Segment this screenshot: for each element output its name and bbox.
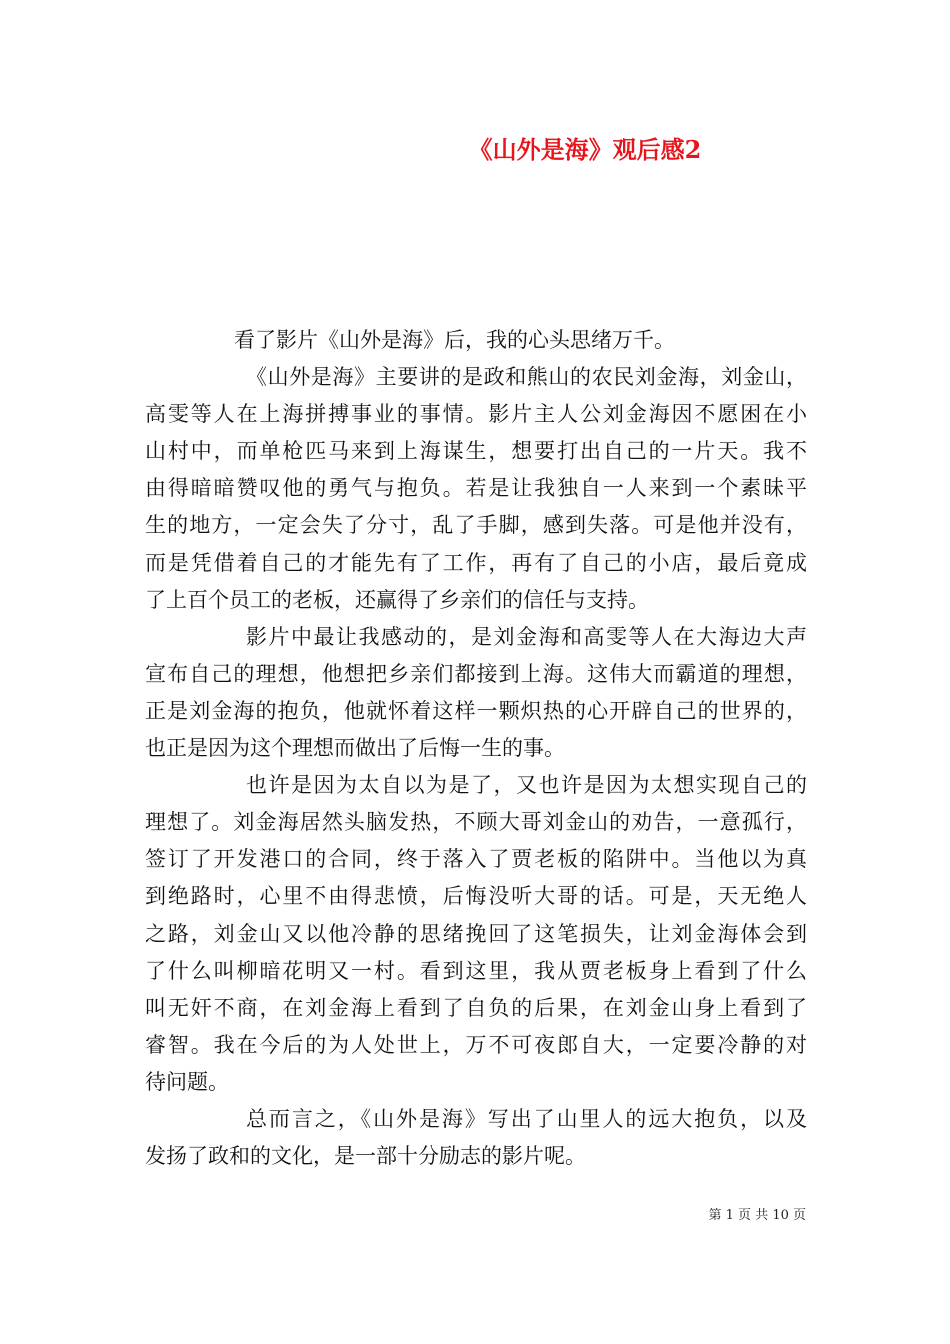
text-line: 影片中最让我感动的，是刘金海和高雯等人在大海边大声 [246, 624, 807, 649]
text-line: 总而言之，《山外是海》写出了山里人的远大抱负，以及 [246, 1106, 807, 1131]
text-line: 山村中，而单枪匹马来到上海谋生，想要打出自己的一片天。我不 [145, 439, 807, 464]
text-line: 也正是因为这个理想而做出了后悔一生的事。 [145, 736, 565, 761]
text-line: 《山外是海》主要讲的是政和熊山的农民刘金海，刘金山， [246, 365, 807, 390]
paragraph [145, 322, 807, 359]
document-body [145, 322, 807, 1175]
text-line: 待问题。 [145, 1069, 229, 1094]
text-line: 高雯等人在上海拼搏事业的事情。影片主人公刘金海因不愿困在小 [145, 402, 807, 427]
text-line: 之路，刘金山又以他冷静的思绪挽回了这笔损失，让刘金海体会到 [145, 921, 807, 946]
text-line: 叫无奸不商，在刘金海上看到了自负的后果，在刘金山身上看到了 [145, 995, 807, 1020]
text-line: 看了影片《山外是海》后，我的心头思绪万千。 [234, 328, 675, 352]
text-line: 了什么叫柳暗花明又一村。看到这里，我从贾老板身上看到了什么 [145, 958, 807, 983]
text-line: 生的地方，一定会失了分寸，乱了手脚，感到失落。可是他并没有， [145, 513, 807, 538]
text-line: 签订了开发港口的合同，终于落入了贾老板的陷阱中。当他以为真 [145, 847, 807, 872]
paragraph [145, 1101, 807, 1175]
paragraph [145, 619, 807, 767]
text-line: 宣布自己的理想，他想把乡亲们都接到上海。这伟大而霸道的理想， [145, 661, 807, 686]
document-title: 《山外是海》观后感2 [468, 135, 702, 164]
text-line: 到绝路时，心里不由得悲愤，后悔没听大哥的话。可是，天无绝人 [145, 884, 807, 909]
paragraph [145, 767, 807, 1101]
text-line: 睿智。我在今后的为人处世上，万不可夜郎自大，一定要冷静的对 [145, 1032, 807, 1057]
text-line: 正是刘金海的抱负，他就怀着这样一颗炽热的心开辟自己的世界的， [145, 698, 807, 723]
text-line: 了上百个员工的老板，还赢得了乡亲们的信任与支持。 [145, 587, 649, 612]
paragraph [145, 359, 807, 619]
text-line: 也许是因为太自以为是了，又也许是因为太想实现自己的 [246, 773, 807, 798]
text-line: 理想了。刘金海居然头脑发热，不顾大哥刘金山的劝告，一意孤行， [145, 810, 807, 835]
page-number: 第 1 页 共 10 页 [708, 1208, 806, 1223]
text-line: 发扬了政和的文化，是一部十分励志的影片呢。 [145, 1144, 586, 1169]
text-line: 由得暗暗赞叹他的勇气与抱负。若是让我独自一人来到一个素昧平 [145, 476, 807, 501]
text-line: 而是凭借着自己的才能先有了工作，再有了自己的小店，最后竟成 [145, 550, 807, 575]
